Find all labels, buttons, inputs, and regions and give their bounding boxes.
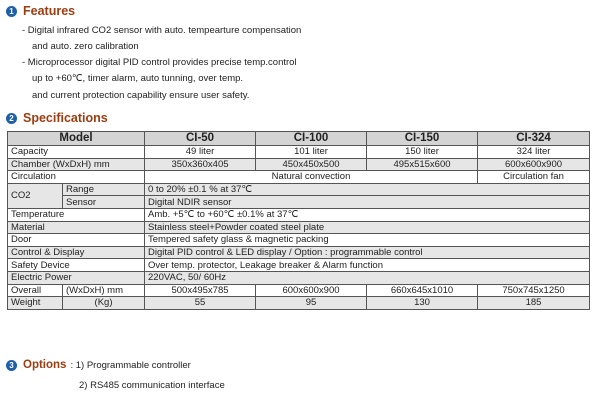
table-cell: 450x450x500 <box>256 158 367 171</box>
feature-line: - Digital infrared CO2 sensor with auto. tempearture compensation <box>22 25 302 36</box>
table-cell: Amb. +5℃ to +60℃ ±0.1% at 37℃ <box>145 208 590 221</box>
feature-line: and auto. zero calibration <box>32 41 139 52</box>
section-number-badge: 2 <box>6 113 17 124</box>
table-row <box>8 146 590 159</box>
table-cell: 600x600x900 <box>256 284 367 297</box>
table-cell: 55 <box>145 297 256 310</box>
row-label: Overall <box>8 284 63 297</box>
features-heading <box>6 4 75 18</box>
row-label: Chamber (WxDxH) mm <box>8 158 145 171</box>
model-header: Model <box>8 132 145 146</box>
table-header-row <box>8 132 590 146</box>
table-row <box>8 196 590 209</box>
options-title: Options <box>23 359 67 371</box>
table-cell: 220VAC, 50/ 60Hz <box>145 271 590 284</box>
row-label-unit: (WxDxH) mm <box>63 284 145 297</box>
row-label: Door <box>8 234 145 247</box>
model-name: CI-100 <box>256 132 367 146</box>
table-row <box>8 259 590 272</box>
table-cell: 324 liter <box>478 146 590 159</box>
options-heading <box>6 359 191 371</box>
option-item: 2) RS485 communication interface <box>79 380 225 391</box>
row-label: Weight <box>8 297 63 310</box>
table-cell: 350x360x405 <box>145 158 256 171</box>
table-row <box>8 208 590 221</box>
sub-row-label: Range <box>63 183 145 196</box>
specifications-heading <box>6 111 108 125</box>
row-label: CO2 <box>8 183 63 208</box>
feature-line: - Microprocessor digital PID control provides precise temp.control <box>22 57 297 68</box>
table-cell: 500x495x785 <box>145 284 256 297</box>
sub-row-label: Sensor <box>63 196 145 209</box>
row-label: Control & Display <box>8 246 145 259</box>
row-label-unit: (Kg) <box>63 297 145 310</box>
table-row <box>8 234 590 247</box>
row-label: Circulation <box>8 171 145 184</box>
table-row <box>8 284 590 297</box>
row-label: Safety Device <box>8 259 145 272</box>
section-number-badge: 3 <box>6 360 17 371</box>
feature-line: up to +60℃, timer alarm, auto tunning, over temp. <box>32 73 244 84</box>
table-row <box>8 297 590 310</box>
table-cell: 101 liter <box>256 146 367 159</box>
model-name: CI-150 <box>367 132 478 146</box>
feature-line: and current protection capability ensure user safety. <box>32 90 250 101</box>
table-cell: Digital PID control & LED display / Option : programmable control <box>145 246 590 259</box>
table-row <box>8 271 590 284</box>
row-label: Electric Power <box>8 271 145 284</box>
table-row <box>8 183 590 196</box>
table-cell: 150 liter <box>367 146 478 159</box>
features-title: Features <box>23 4 76 18</box>
table-row <box>8 158 590 171</box>
table-cell: 750x745x1250 <box>478 284 590 297</box>
row-label: Temperature <box>8 208 145 221</box>
option-item: : 1) Programmable controller <box>70 359 191 371</box>
table-cell: Digital NDIR sensor <box>145 196 590 209</box>
table-cell: 0 to 20% ±0.1 % at 37℃ <box>145 183 590 196</box>
row-label: Material <box>8 221 145 234</box>
specifications-title: Specifications <box>23 111 108 125</box>
table-cell: Natural convection <box>145 171 478 184</box>
table-row <box>8 171 590 184</box>
row-label: Capacity <box>8 146 145 159</box>
table-cell: Circulation fan <box>478 171 590 184</box>
table-row <box>8 221 590 234</box>
table-cell: 185 <box>478 297 590 310</box>
table-cell: 660x645x1010 <box>367 284 478 297</box>
table-cell: 130 <box>367 297 478 310</box>
model-name: CI-50 <box>145 132 256 146</box>
table-cell: 495x515x600 <box>367 158 478 171</box>
table-cell: Tempered safety glass & magnetic packing <box>145 234 590 247</box>
specifications-table <box>7 131 590 310</box>
table-cell: 600x600x900 <box>478 158 590 171</box>
table-row <box>8 246 590 259</box>
table-cell: Over temp. protector, Leakage breaker & Alarm function <box>145 259 590 272</box>
section-number-badge: 1 <box>6 6 17 17</box>
table-cell: 95 <box>256 297 367 310</box>
table-cell: Stainless steel+Powder coated steel plate <box>145 221 590 234</box>
table-cell: 49 liter <box>145 146 256 159</box>
model-name: CI-324 <box>478 132 590 146</box>
